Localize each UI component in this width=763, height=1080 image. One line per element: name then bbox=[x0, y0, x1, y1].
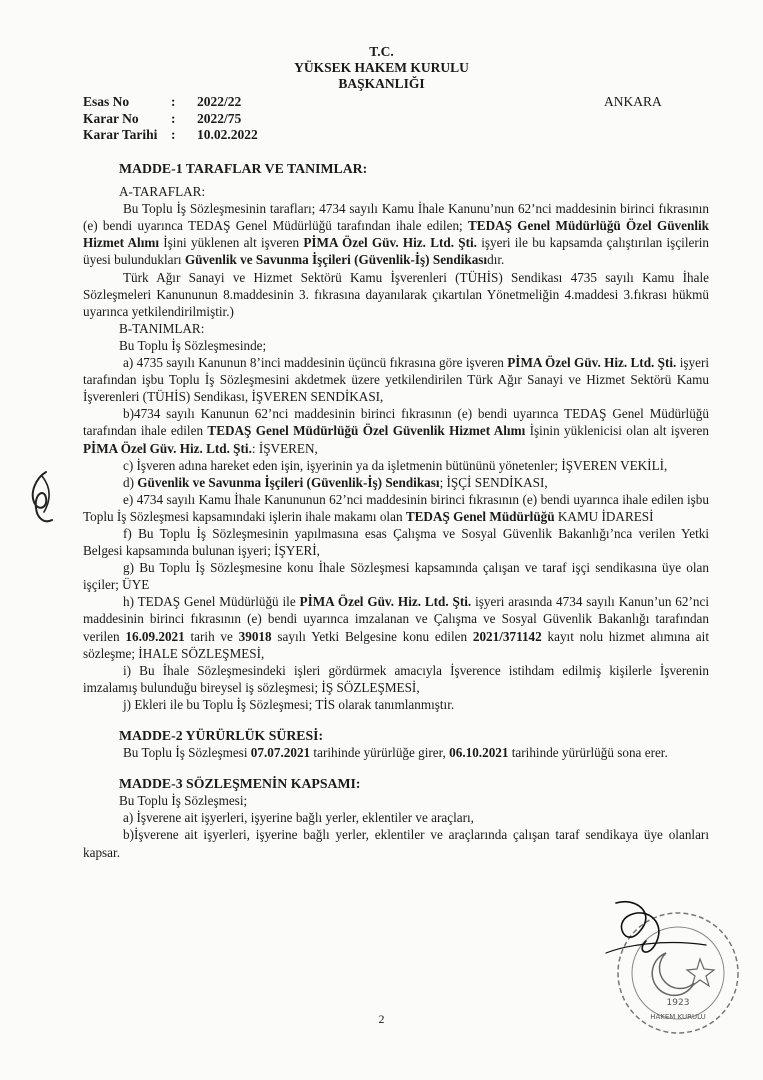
madde3-intro: Bu Toplu İş Sözleşmesi; bbox=[119, 793, 248, 809]
bold-run: 16.09.2021 bbox=[125, 628, 185, 644]
seal-year: 1923 bbox=[666, 998, 690, 1008]
definition-i: i) Bu İhale Sözleşmesindeki işleri gördürmek amacıyla İşverence istihdam edilmiş kişilerle İşverenin imzalamış bulunduğu bireysel iş sözleşmesi; İŞ SÖZLEŞMESİ, bbox=[83, 662, 709, 695]
definition-c: c) İşveren adına hareket eden işin, işyerinin ya da işletmenin bütününü yönetenler; İŞVEREN VEKİLİ, bbox=[123, 457, 668, 473]
madde3-item-a: a) İşverene ait işyerleri, işyerine bağlı yerler, eklentiler ve araçları, bbox=[123, 810, 474, 826]
text-run: Bu Toplu İş Sözleşmesi bbox=[123, 745, 251, 761]
madde1-title: MADDE-1 TARAFLAR VE TANIMLAR: bbox=[119, 161, 368, 176]
text-run: dır. bbox=[487, 252, 505, 268]
page-number: 2 bbox=[378, 1012, 385, 1026]
text-run: İşinin yüklenicisi olan alt işveren bbox=[525, 423, 709, 439]
meta-sep: : bbox=[171, 110, 176, 126]
text-run: b)4734 sayılı Kanunun 62’nci maddesinin birinci fıkrasının (e) bendi uyarınca TEDAŞ Genel Müdürlüğü tarafından ihale edilen bbox=[83, 406, 709, 439]
tanimlar-intro: Bu Toplu İş Sözleşmesinde; bbox=[119, 337, 267, 353]
seal-ring-text: HAKEM KURULU bbox=[650, 1013, 706, 1021]
bold-run: TEDAŞ Genel Müdürlüğü bbox=[405, 508, 555, 524]
definition-h bbox=[83, 593, 709, 661]
header-line-yhk: YÜKSEK HAKEM KURULU bbox=[294, 60, 469, 75]
text-run: tarihinde yürürlüğe girer, bbox=[310, 745, 450, 761]
text-run: d) bbox=[123, 474, 138, 490]
decision-meta bbox=[83, 94, 258, 144]
text-run: : İŞVEREN, bbox=[251, 440, 318, 456]
madde3-title: MADDE-3 SÖZLEŞMENİN KAPSAMI: bbox=[119, 776, 361, 792]
bold-run: 2021/371142 bbox=[472, 628, 542, 644]
tuhis-paragraph: Türk Ağır Sanayi ve Hizmet Sektörü Kamu İşverenleri (TÜHİS) Sendikası 4735 sayılı Kamu İhale Sözleşmeleri Kanununun 8.maddesinin 3. fıkrasına dayanılarak çıkartılan Yönetmeliğin 4.maddesi 3.fıkrası hükmü uyarınca yetkilendirilmiştir.) bbox=[83, 269, 709, 319]
city-label: ANKARA bbox=[604, 94, 662, 109]
text-run: a) 4735 sayılı Kanunun 8’inci maddesinin üçüncü fıkrasına göre işveren bbox=[123, 355, 508, 371]
meta-sep: : bbox=[171, 94, 176, 109]
bold-run: 39018 bbox=[238, 628, 272, 644]
taraflar-subtitle: A-TARAFLAR: bbox=[119, 184, 206, 200]
text-run: tarihinde yürürlüğü sona erer. bbox=[508, 745, 668, 761]
text-run: sayılı Yetki Belgesine konu edilen bbox=[271, 628, 473, 644]
bold-run: PİMA Özel Güv. Hiz. Ltd. Şti. bbox=[299, 594, 472, 610]
text-run: ; İŞÇİ SENDİKASI, bbox=[439, 474, 548, 490]
meta-row-tarih bbox=[83, 127, 258, 144]
text-run: işyeri arasında 4734 sayılı Kanun’un 62’nci maddesinin birinci fıkrasının (e) bendi uyarınca imzalanan ve Çalışma ve Sosyal Güvenlik Bakanlığı tarafından verilen bbox=[83, 594, 709, 644]
text-run: işyeri tarafından işbu Toplu İş Sözleşmesini akdetmek üzere yetkilendirilen Türk Ağır Sanayi ve Hizmet Sektörü Kamu İşverenleri (TÜHİS) Sendikası, İŞVEREN SENDİKASI, bbox=[83, 355, 709, 405]
text-run: Bu Toplu İş Sözleşmesinin tarafları; 4734 sayılı Kamu İhale Kanunu’nun 62’nci maddesinin birinci fıkrasının (e) bendi uyarınca TEDAŞ Genel Müdürlüğü tarafından ihale edilen; bbox=[83, 201, 709, 234]
text-run: kayıt nolu hizmet alımına ait sözleşme; İHALE SÖZLEŞMESİ, bbox=[83, 628, 709, 661]
bold-run: Güvenlik ve Savunma İşçileri (Güvenlik-İş) Sendikası bbox=[184, 252, 488, 268]
bold-run: PİMA Özel Güv. Hiz. Ltd. Şti. bbox=[507, 355, 677, 371]
definition-b bbox=[83, 405, 709, 456]
definition-g: g) Bu Toplu İş Sözleşmesine konu İhale Sözleşmesi kapsamında çalışan ve taraf işçi sendikasına üye olan işçiler; ÜYE bbox=[83, 560, 709, 593]
meta-value: 10.02.2022 bbox=[197, 127, 258, 142]
text-run: h) TEDAŞ Genel Müdürlüğü ile bbox=[123, 594, 300, 610]
definition-e bbox=[83, 491, 709, 525]
bold-run: 06.10.2021 bbox=[449, 745, 509, 761]
meta-label: Karar No bbox=[83, 110, 139, 126]
definition-j: j) Ekleri ile bu Toplu İş Sözleşmesi; TİS olarak tanımlanmıştır. bbox=[123, 696, 455, 712]
bold-run: TEDAŞ Genel Müdürlüğü Özel Güvenlik Hizmet Alımı bbox=[207, 423, 526, 439]
meta-value: 2022/22 bbox=[197, 94, 242, 109]
madde2-paragraph bbox=[83, 744, 709, 761]
madde3-item-b: b)İşverene ait işyerleri, işyerine bağlı yerler, eklentiler ve araçlarında çalışan taraf sendikaya üye olanları kapsar. bbox=[83, 827, 709, 860]
header-line-baskanlik: BAŞKANLIĞI bbox=[338, 76, 425, 91]
definition-d bbox=[83, 474, 709, 491]
meta-label: Esas No bbox=[83, 94, 130, 109]
definition-f: f) Bu Toplu İş Sözleşmesinin yapılmasına esas Çalışma ve Sosyal Güvenlik Bakanlığı’nca verilen Yetki Belgesi kapsamında bulunan işyeri; İŞYERİ, bbox=[83, 525, 709, 559]
handwritten-initial-icon bbox=[24, 468, 64, 528]
bold-run: TEDAŞ Genel Müdürlüğü Özel Güvenlik Hizmet Alımı bbox=[83, 218, 709, 251]
bold-run: 07.07.2021 bbox=[250, 745, 311, 761]
meta-row-karar bbox=[83, 111, 258, 128]
text-run: işyeri ile bu kapsamda çalıştırılan işçilerin üyesi bulundukları bbox=[83, 235, 710, 268]
bold-run: Güvenlik ve Savunma İşçileri (Güvenlik-İş) Sendikası bbox=[137, 474, 440, 490]
tanimlar-subtitle: B-TANIMLAR: bbox=[119, 320, 205, 336]
madde2-title: MADDE-2 YÜRÜRLÜK SÜRESİ: bbox=[119, 728, 324, 743]
text-run: e) 4734 sayılı Kamu İhale Kanununun 62’nci maddesinin birinci fıkrasının (e) bendi uyarınca ihale edilen işbu Toplu İş Sözleşmesi kapsamındaki işlerin ihale makamı olan bbox=[83, 491, 709, 524]
definition-a bbox=[83, 354, 709, 405]
meta-row-esas bbox=[83, 94, 258, 111]
text-run: İşini yüklenen alt işveren bbox=[159, 235, 304, 251]
meta-value: 2022/75 bbox=[197, 110, 242, 126]
text-run: tarih ve bbox=[184, 628, 239, 644]
meta-label: Karar Tarihi bbox=[83, 127, 158, 142]
header-line-tc: T.C. bbox=[369, 44, 394, 59]
taraflar-paragraph bbox=[83, 200, 709, 268]
bold-run: PİMA Özel Güv. Hiz. Ltd. Şti. bbox=[83, 440, 252, 456]
document-body bbox=[83, 160, 709, 861]
meta-sep: : bbox=[171, 127, 176, 142]
bold-run: PİMA Özel Güv. Hiz. Ltd. Şti. bbox=[303, 235, 477, 251]
text-run: KAMU İDARESİ bbox=[554, 508, 654, 524]
